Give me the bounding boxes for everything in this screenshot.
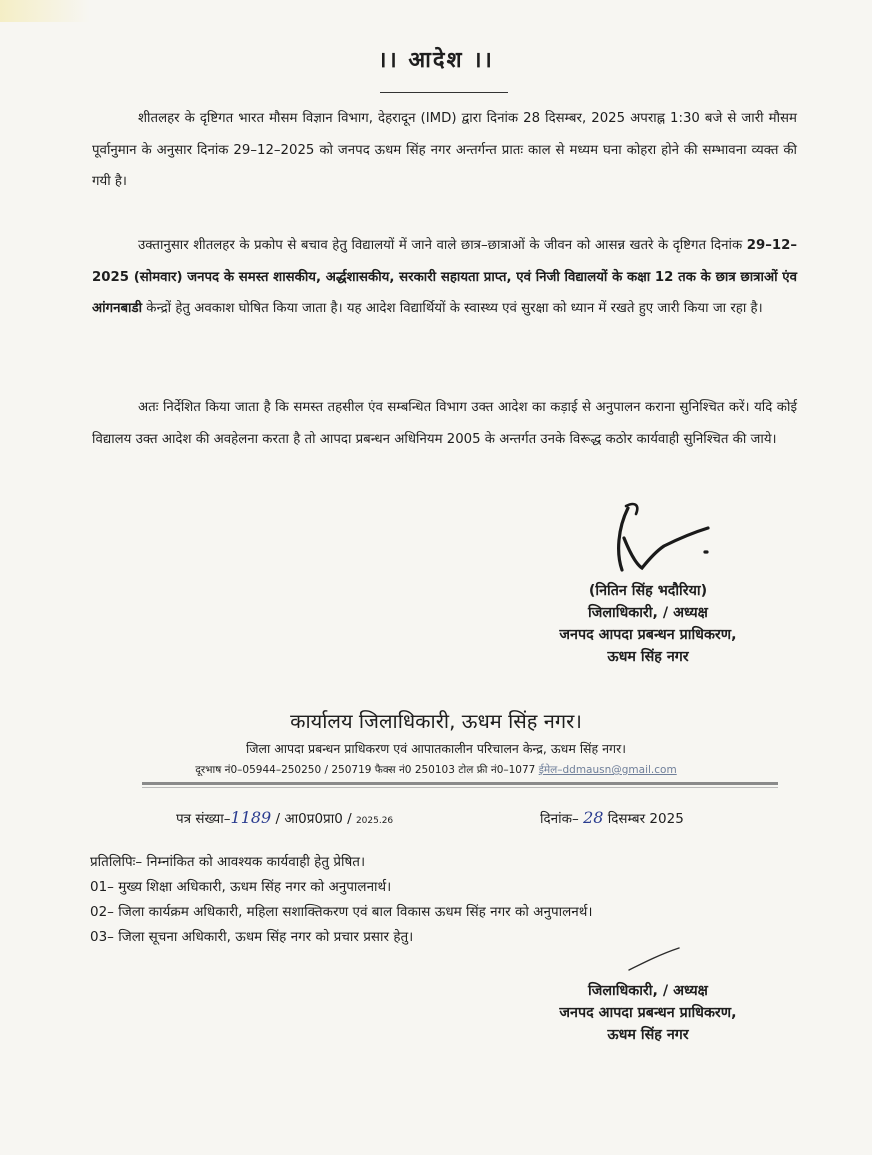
copy-to-item: 03– जिला सूचना अधिकारी, ऊधम सिंह नगर को प्रचार प्रसार हेतु। xyxy=(90,929,414,945)
signatory-name: (नितिन सिंह भदौरिया) xyxy=(588,583,708,599)
letter-suffix: / आ0प्र0प्रा0 / xyxy=(275,811,352,827)
copy-to-heading: प्रतिलिपिः– निम्नांकित को आवश्यक कार्यवाही हेतु प्रेषित। xyxy=(90,854,366,870)
signatory-district: ऊधम सिंह नगर xyxy=(607,649,689,665)
order-paragraph-1: शीतलहर के दृष्टिगत भारत मौसम विज्ञान विभाग, देहरादून (IMD) द्वारा दिनांक 28 दिसम्बर, 2025 अपराह्न 1:30 बजे से जारी मौसम पूर्वानुमान के अनुसार दिनांक 29–12–2025 को जनपद ऊधम सिंह नगर अन्तर्गन्त प्रातः काल से मध्यम घना कोहरा होने की सम्भावना व्यक्त की गयी है। xyxy=(92,111,797,189)
initial-mark-icon xyxy=(625,944,685,974)
letter-reference xyxy=(176,808,393,827)
date-day: 28 xyxy=(583,808,604,827)
paragraph-2-intro: उक्तानुसार शीतलहर के प्रकोप से बचाव हेतु विद्यालयों में जाने वाले छात्र–छात्राओं के जीवन को आसन्न खतरे के दृष्टिगत दिनांक xyxy=(138,238,747,253)
letter-date xyxy=(540,808,684,827)
paragraph-2-bold: 29–12–2025 (सोमवार) जनपद के समस्त शासकीय, अर्द्धशासकीय, सरकारी सहायता प्राप्त, एवं निजी विद्यालयों के कक्षा 12 तक के छात्र छात्राओं एंव आंगनबाडी xyxy=(92,238,797,316)
header-rule-thick xyxy=(142,782,778,785)
order-title: ।। आदेश ।। xyxy=(378,48,494,73)
signatory-block xyxy=(508,580,788,668)
order-paragraph-3: अतः निर्देशित किया जाता है कि समस्त तहसील एंव सम्बन्धित विभाग उक्त आदेश का कड़ाई से अनुपालन कराना सुनिश्चित करें। यदि कोई विद्यालय उक्त आदेश की अवहेलना करता है तो आपदा प्रबन्धन अधिनियम 2005 के अन्तर्गत उनके विरूद्ध कठोर कार्यवाही सुनिश्चित की जाये। xyxy=(92,400,797,447)
signatory-authority: जनपद आपदा प्रबन्धन प्राधिकरण, xyxy=(559,627,737,643)
letter-number: 1189 xyxy=(230,808,272,827)
signatory-designation: जिलाधिकारी, / अध्यक्ष xyxy=(588,605,708,621)
letter-year: 2025.26 xyxy=(355,816,394,826)
title-underline xyxy=(380,92,508,93)
contact-numbers: दूरभाष नं0–05944–250250 / 250719 फैक्स नं0 250103 टोल फ्री नं0–1077 xyxy=(195,764,536,776)
order-paragraph-2 xyxy=(92,230,797,325)
letter-label: पत्र संख्या– xyxy=(176,811,231,827)
footer-authority: जनपद आपदा प्रबन्धन प्राधिकरण, xyxy=(559,1005,737,1021)
copy-to-item: 01– मुख्य शिक्षा अधिकारी, ऊधम सिंह नगर को अनुपालनार्थ। xyxy=(90,879,392,895)
paragraph-2-rest: केन्द्रों हेतु अवकाश घोषित किया जाता है। यह आदेश विद्यार्थियों के स्वास्थ्य एवं सुरक्षा को ध्यान में रखते हुए जारी किया जा रहा है। xyxy=(142,301,763,316)
footer-district: ऊधम सिंह नगर xyxy=(607,1027,689,1043)
office-contact xyxy=(0,763,872,777)
office-subtitle: जिला आपदा प्रबन्धन प्राधिकरण एवं आपातकालीन परिचालन केन्द्र, ऊधम सिंह नगर। xyxy=(246,741,626,756)
footer-designation: जिलाधिकारी, / अध्यक्ष xyxy=(588,983,708,999)
date-label: दिनांक– xyxy=(540,811,579,827)
header-rule-thin xyxy=(142,787,778,788)
copy-to-item: 02– जिला कार्यक्रम अधिकारी, महिला सशाक्तिकरण एवं बाल विकास ऊधम सिंह नगर को अनुपालनर्थ। xyxy=(90,904,593,920)
contact-email: ईमेल–ddmausn@gmail.com xyxy=(538,764,677,776)
signature-icon xyxy=(600,498,720,578)
office-title: कार्यालय जिलाधिकारी, ऊधम सिंह नगर। xyxy=(290,709,582,733)
footer-signatory-block xyxy=(508,980,788,1046)
scan-smudge xyxy=(0,0,90,22)
date-rest: दिसम्बर 2025 xyxy=(607,811,684,827)
